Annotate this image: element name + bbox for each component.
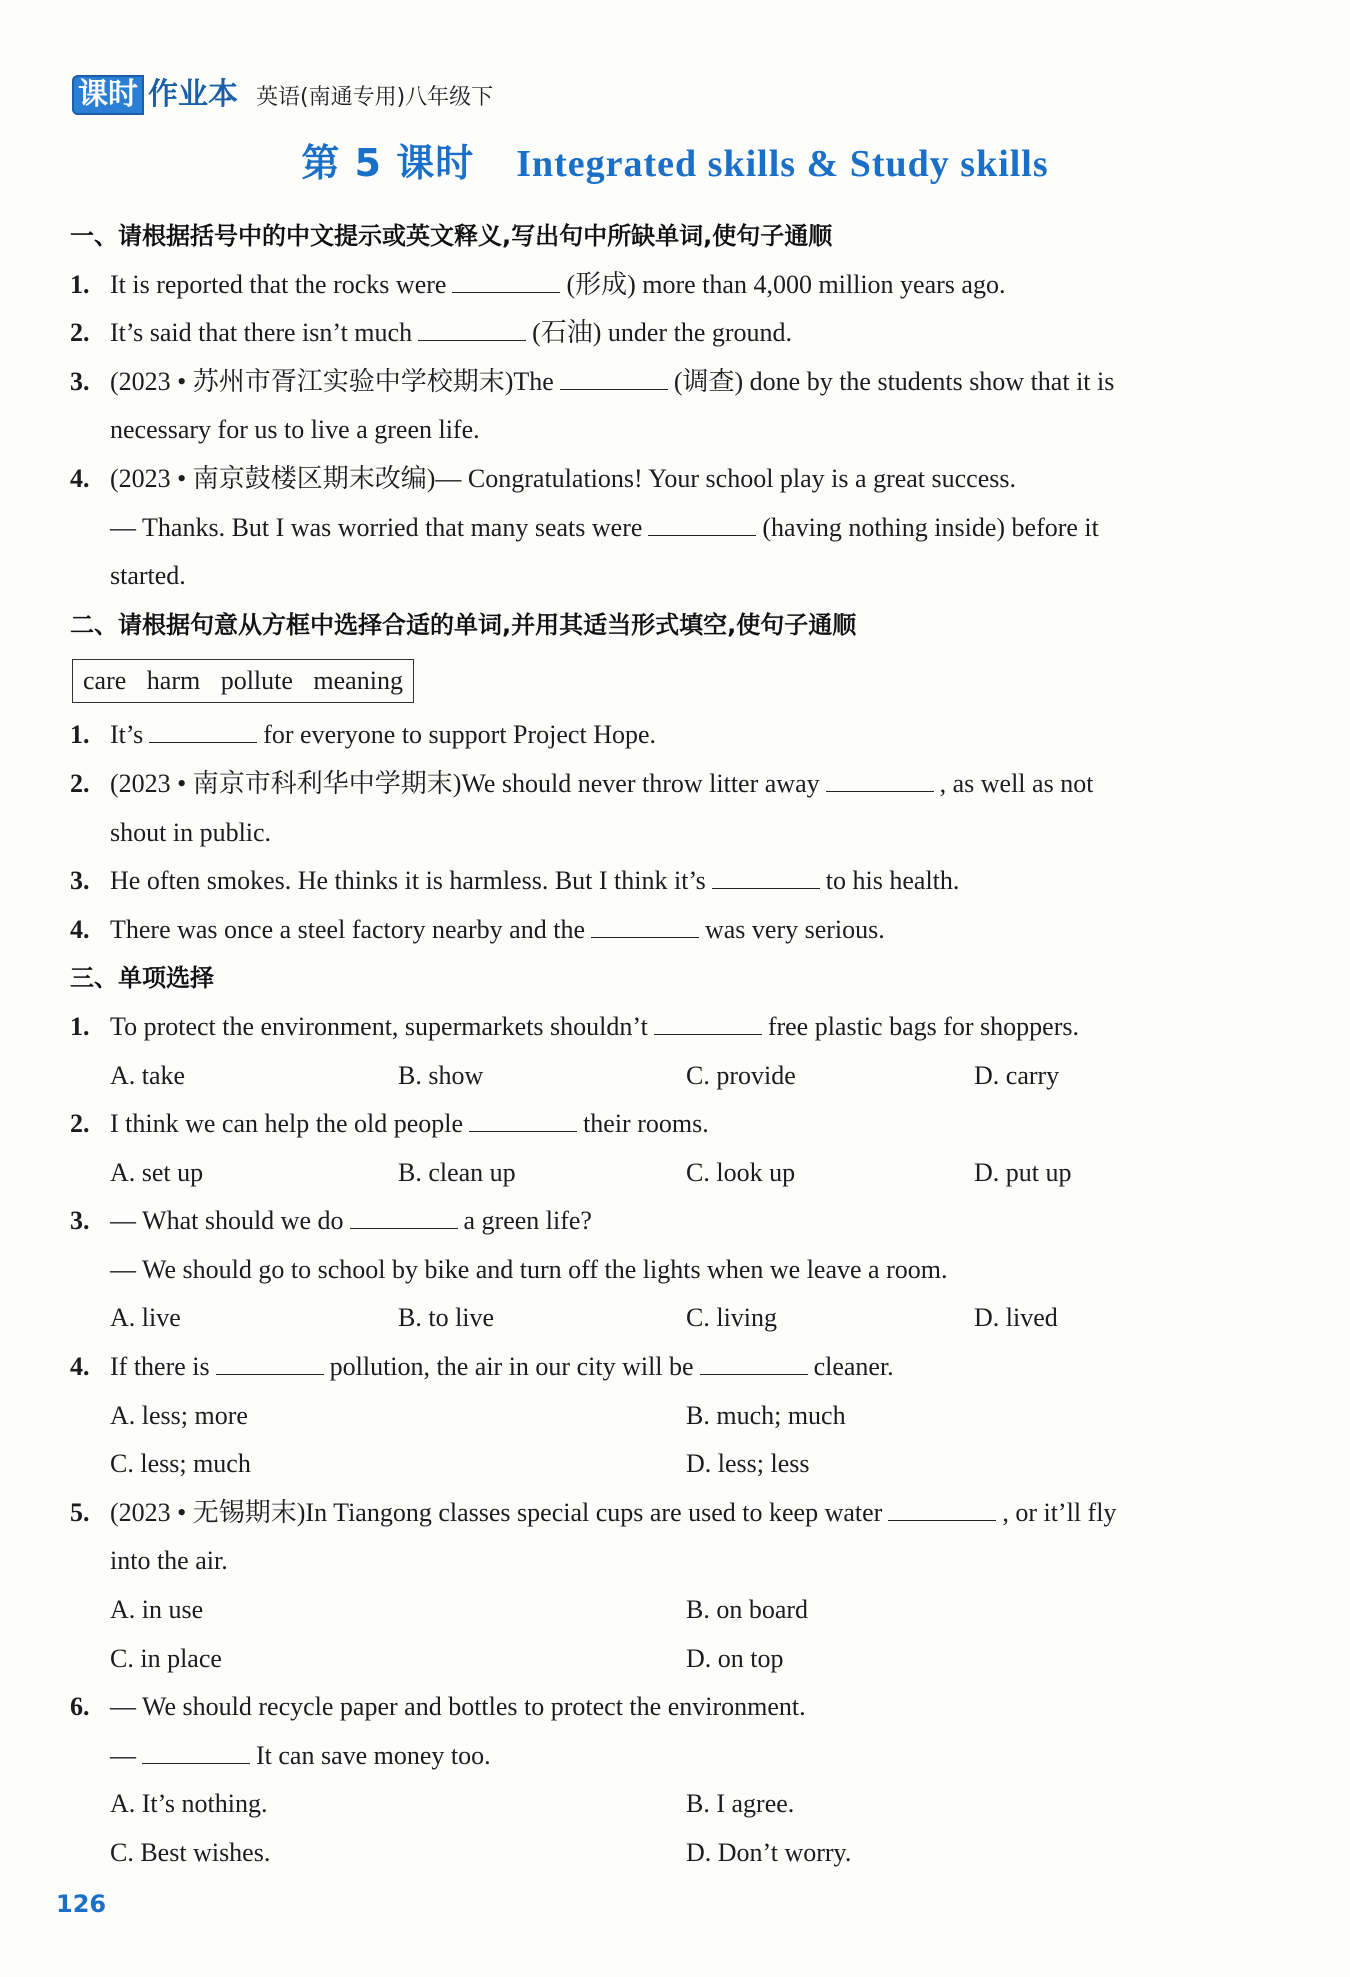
answer-blank[interactable] xyxy=(826,769,934,792)
question-text: their rooms. xyxy=(583,1109,709,1139)
question-text: cleaner. xyxy=(813,1352,894,1382)
question-text: (having nothing inside) before it xyxy=(762,512,1099,542)
page-header xyxy=(72,72,493,118)
question-text: It is reported that the rocks were xyxy=(110,269,447,299)
question-text: (2023 • 苏州市胥江实验中学校期末)The xyxy=(110,366,554,396)
option-d[interactable]: D. Don’t worry. xyxy=(686,1838,852,1867)
series-logo xyxy=(72,75,238,115)
question-text: (2023 • 南京市科利华中学期末)We should never throw litter away xyxy=(110,768,820,798)
answer-blank[interactable] xyxy=(654,1012,762,1035)
option-b[interactable]: B. show xyxy=(398,1060,484,1090)
word-box-row xyxy=(70,649,1280,711)
question-text: to his health. xyxy=(825,866,960,896)
option-d[interactable]: D. on top xyxy=(686,1643,784,1673)
lesson-title xyxy=(0,132,1350,187)
question-number: 1. xyxy=(70,1011,90,1041)
option-b[interactable]: B. much; much xyxy=(686,1400,846,1430)
option-b[interactable]: B. clean up xyxy=(398,1157,516,1187)
s3-question-5-cont: into the air. xyxy=(110,1546,228,1576)
logo-text: 作业本 xyxy=(148,77,238,112)
s3-question-3-reply: — We should go to school by bike and turn off the lights when we leave a room. xyxy=(110,1254,948,1284)
question-number: 2. xyxy=(70,768,90,798)
s1-question-1 xyxy=(70,261,1280,310)
question-number: 3. xyxy=(70,366,90,396)
question-number: 3. xyxy=(70,1206,90,1236)
s1-question-4-reply xyxy=(70,504,1280,553)
option-c[interactable]: C. look up xyxy=(686,1157,796,1187)
question-text: (2023 • 南京鼓楼区期末改编)— Congratulations! Your school play is a great success. xyxy=(110,463,1017,493)
question-text: , as well as not xyxy=(939,768,1094,798)
exercise-content xyxy=(70,212,1280,1878)
answer-blank[interactable] xyxy=(149,720,257,743)
question-text: was very serious. xyxy=(704,914,885,944)
option-c[interactable]: C. less; much xyxy=(110,1449,251,1479)
question-text: It’s xyxy=(110,720,144,750)
question-text: (调查) done by the students show that it is xyxy=(673,366,1115,396)
s3-q5-options-row-1 xyxy=(70,1586,1280,1635)
option-a[interactable]: A. in use xyxy=(110,1595,204,1625)
answer-blank[interactable] xyxy=(591,915,699,938)
s2-question-1 xyxy=(70,711,1280,760)
s1-question-3 xyxy=(70,358,1280,407)
question-number: 1. xyxy=(70,269,90,299)
answer-blank[interactable] xyxy=(712,866,820,889)
answer-blank[interactable] xyxy=(648,513,756,536)
question-text: for everyone to support Project Hope. xyxy=(263,720,657,750)
logo-mark: 课时 xyxy=(72,75,144,115)
answer-blank[interactable] xyxy=(216,1352,324,1375)
question-text: It’s said that there isn’t much xyxy=(110,318,413,348)
question-text: a green life? xyxy=(463,1206,592,1236)
question-text: He often smokes. He thinks it is harmless. But I think it’s xyxy=(110,866,706,896)
answer-blank[interactable] xyxy=(350,1206,458,1229)
s1-question-3-cont: necessary for us to live a green life. xyxy=(110,415,480,445)
s3-question-1 xyxy=(70,1003,1280,1052)
option-d[interactable]: D. lived xyxy=(974,1303,1058,1333)
s3-q6-options-row-2 xyxy=(70,1829,1280,1878)
question-text: — Thanks. But I was worried that many seats were xyxy=(110,512,643,542)
option-a[interactable]: A. less; more xyxy=(110,1400,248,1430)
question-text: If there is xyxy=(110,1352,210,1382)
s3-question-6-reply xyxy=(70,1732,1280,1781)
question-text: — We should recycle paper and bottles to protect the environment. xyxy=(110,1692,806,1722)
question-number: 4. xyxy=(70,1352,90,1382)
s3-q6-options-row-1 xyxy=(70,1780,1280,1829)
s3-q5-options-row-2 xyxy=(70,1635,1280,1684)
option-c[interactable]: C. in place xyxy=(110,1643,222,1673)
section-3-heading: 三、单项选择 xyxy=(70,964,214,993)
question-number: 5. xyxy=(70,1497,90,1527)
dash-mark: — xyxy=(110,1740,136,1770)
page-number: 126 xyxy=(56,1890,107,1918)
lesson-number: 第 5 课时 xyxy=(301,141,475,185)
s3-q4-options-row-1 xyxy=(70,1392,1280,1441)
s1-question-2 xyxy=(70,309,1280,358)
s3-question-2 xyxy=(70,1100,1280,1149)
question-number: 2. xyxy=(70,1109,90,1139)
answer-blank[interactable] xyxy=(560,367,668,390)
s1-question-4 xyxy=(70,455,1280,504)
s3-q4-options-row-2 xyxy=(70,1440,1280,1489)
answer-blank[interactable] xyxy=(888,1498,996,1521)
question-text: (2023 • 无锡期末)In Tiangong classes special cups are used to keep water xyxy=(110,1497,883,1527)
s2-question-3 xyxy=(70,857,1280,906)
question-text: There was once a steel factory nearby and the xyxy=(110,914,585,944)
answer-blank[interactable] xyxy=(142,1741,250,1764)
lesson-topic: Integrated skills & Study skills xyxy=(516,143,1049,185)
option-a[interactable]: A. live xyxy=(110,1303,181,1333)
option-b[interactable]: B. on board xyxy=(686,1595,809,1625)
option-b[interactable]: B. I agree. xyxy=(686,1789,795,1819)
question-text: , or it’ll fly xyxy=(1002,1497,1117,1527)
answer-blank[interactable] xyxy=(469,1109,577,1132)
question-number: 2. xyxy=(70,318,90,348)
option-a[interactable]: A. It’s nothing. xyxy=(110,1789,268,1819)
option-c[interactable]: C. provide xyxy=(686,1060,796,1090)
question-text: pollution, the air in our city will be xyxy=(329,1352,694,1382)
question-text: (石油) under the ground. xyxy=(532,318,793,348)
s2-question-4 xyxy=(70,906,1280,955)
option-a[interactable]: A. take xyxy=(110,1060,186,1090)
option-c[interactable]: C. living xyxy=(686,1303,778,1333)
question-text: I think we can help the old people xyxy=(110,1109,464,1139)
word-box: care harm pollute meaning xyxy=(72,659,414,703)
s3-q3-options xyxy=(70,1294,1280,1343)
answer-blank[interactable] xyxy=(418,318,526,341)
answer-blank[interactable] xyxy=(452,270,560,293)
s3-question-4 xyxy=(70,1343,1280,1392)
s3-question-6 xyxy=(70,1683,1280,1732)
s3-q1-options xyxy=(70,1052,1280,1101)
option-d[interactable]: D. put up xyxy=(974,1157,1072,1187)
option-d[interactable]: D. carry xyxy=(974,1060,1060,1090)
question-number: 1. xyxy=(70,720,90,750)
section-2-heading: 二、请根据句意从方框中选择合适的单词,并用其适当形式填空,使句子通顺 xyxy=(70,610,857,639)
s1-question-4-cont: started. xyxy=(110,561,186,591)
option-b[interactable]: B. to live xyxy=(398,1303,495,1333)
s2-question-2 xyxy=(70,760,1280,809)
s3-q2-options xyxy=(70,1149,1280,1198)
question-text: free plastic bags for shoppers. xyxy=(767,1011,1079,1041)
question-number: 4. xyxy=(70,914,90,944)
s2-question-2-cont: shout in public. xyxy=(110,817,272,847)
question-number: 4. xyxy=(70,463,90,493)
option-a[interactable]: A. set up xyxy=(110,1157,204,1187)
question-text: To protect the environment, supermarkets shouldn’t xyxy=(110,1011,648,1041)
option-d[interactable]: D. less; less xyxy=(686,1449,810,1479)
answer-blank[interactable] xyxy=(700,1352,808,1375)
question-number: 3. xyxy=(70,866,90,896)
question-text: — What should we do xyxy=(110,1206,344,1236)
s3-question-5 xyxy=(70,1489,1280,1538)
question-number: 6. xyxy=(70,1692,90,1722)
question-text: It can save money too. xyxy=(256,1740,491,1770)
book-info: 英语(南通专用)八年级下 xyxy=(256,84,494,110)
section-1-heading: 一、请根据括号中的中文提示或英文释义,写出句中所缺单词,使句子通顺 xyxy=(70,222,833,250)
s3-question-3 xyxy=(70,1197,1280,1246)
question-text: (形成) more than 4,000 million years ago. xyxy=(566,269,1006,299)
option-c[interactable]: C. Best wishes. xyxy=(110,1838,271,1867)
